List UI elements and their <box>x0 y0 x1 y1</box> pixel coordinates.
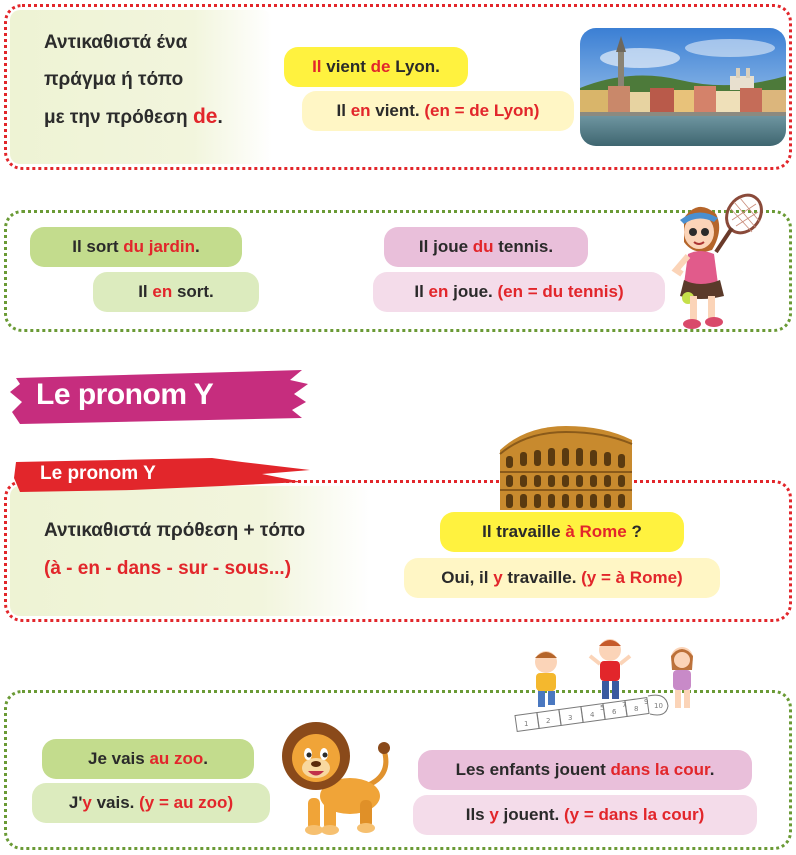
svg-text:8: 8 <box>634 705 639 713</box>
svg-text:6: 6 <box>612 708 617 716</box>
kids-hopscotch-illustration <box>506 630 710 748</box>
tennis-girl-illustration <box>664 192 774 334</box>
example-il-en-sort: Il en sort. <box>93 272 259 312</box>
example-il-travaille-a-rome: Il travaille à Rome ? <box>440 512 684 552</box>
example-je-vais-au-zoo: Je vais au zoo. <box>42 739 254 779</box>
example-il-en-joue: Il en joue. (en = du tennis) <box>373 272 665 312</box>
example-jy-vais: J'y vais. (y = au zoo) <box>32 783 270 823</box>
rule-line-1: Αντικαθιστά πρόθεση + τόπο <box>44 520 306 541</box>
rule-line-1: Αντικαθιστά ένα <box>44 32 188 53</box>
lyon-city-photo <box>580 28 786 146</box>
svg-text:2: 2 <box>546 717 551 725</box>
pronom-y-rule <box>10 486 370 616</box>
example-ils-y-jouent: Ils y jouent. (y = dans la cour) <box>413 795 757 835</box>
svg-text:9: 9 <box>644 698 649 706</box>
svg-text:3: 3 <box>568 714 573 722</box>
main-title: Le pronom Y <box>36 378 214 411</box>
example-les-enfants-jouent: Les enfants jouent dans la cour. <box>418 750 752 790</box>
rule-line-3: με την πρόθεση de. <box>44 105 223 128</box>
example-il-en-vient: Il en vient. (en = de Lyon) <box>302 91 574 131</box>
svg-text:5: 5 <box>600 704 605 712</box>
lion-illustration <box>280 716 398 836</box>
rule-line-2: πράγμα ή τόπο <box>44 69 184 90</box>
section-label: Le pronom Y <box>40 463 156 484</box>
rule-line-2: (à - en - dans - sur - sous...) <box>44 558 292 579</box>
svg-text:7: 7 <box>622 701 627 709</box>
example-il-sort-du-jardin: Il sort du jardin. <box>30 227 242 267</box>
example-il-vient-de-lyon: Il vient de Lyon. <box>284 47 468 87</box>
en-de-rule <box>10 10 272 164</box>
svg-text:4: 4 <box>590 711 595 719</box>
example-il-joue-du-tennis: Il joue du tennis. <box>384 227 588 267</box>
example-oui-il-y-travaille: Oui, il y travaille. (y = à Rome) <box>404 558 720 598</box>
colosseum-illustration <box>496 420 636 512</box>
svg-text:1: 1 <box>524 720 529 728</box>
svg-text:10: 10 <box>654 702 663 710</box>
